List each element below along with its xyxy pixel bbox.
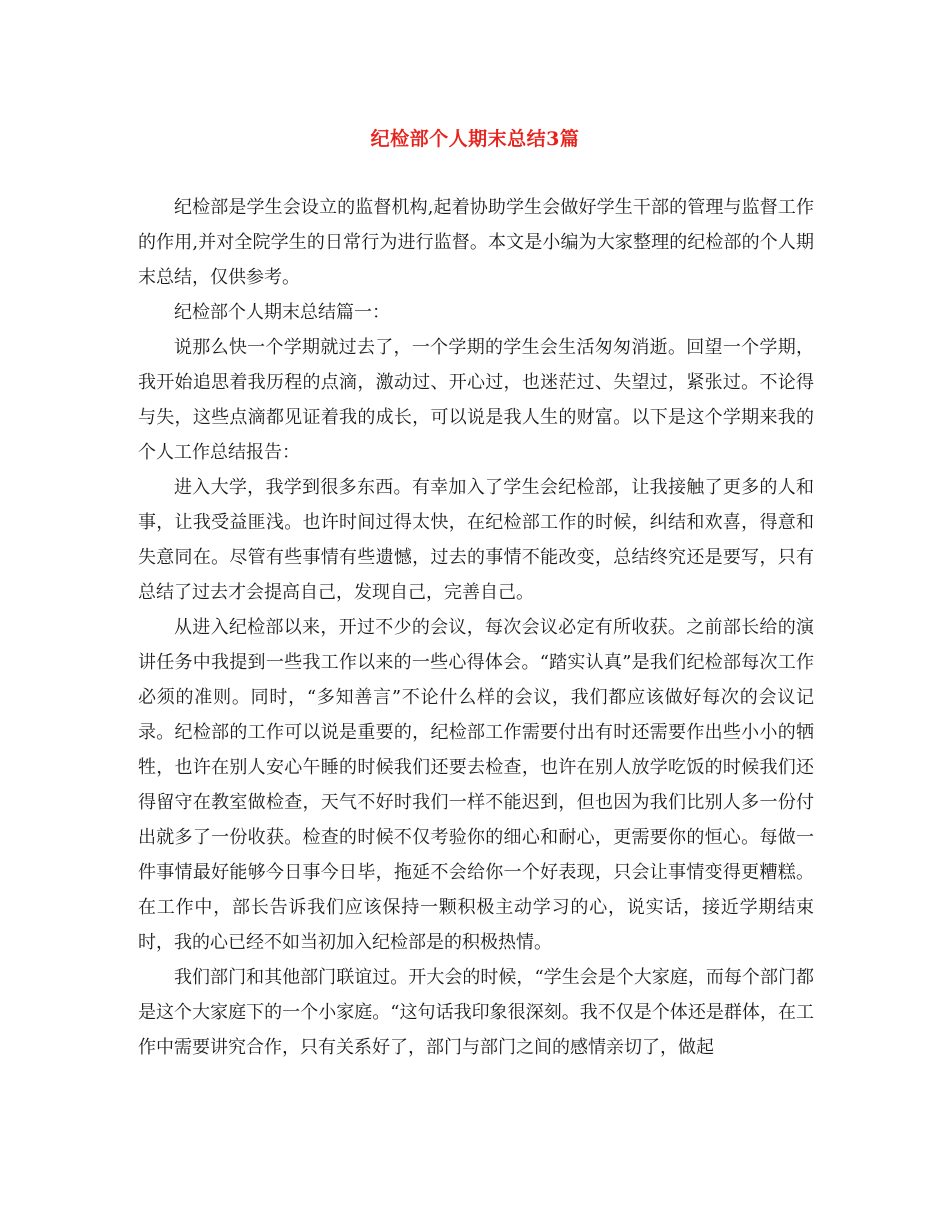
document-title: 纪检部个人期末总结3篇 (370, 128, 580, 150)
document-body (138, 190, 814, 1065)
paragraph-1: 说那么快一个学期就过去了，一个学期的学生会生活匆匆消逝。回望一个学期，我开始追思着我历程的点滴，激动过、开心过，也迷茫过、失望过，紧张过。不论得与失，这些点滴都见证着我的成长，可以说是我人生的财富。以下是这个学期来我的个人工作总结报告： (138, 337, 814, 463)
paragraph-4: 我们部门和其他部门联谊过。开大会的时候，“学生会是个大家庭，而每个部门都是这个大家庭下的一个小家庭。“这句话我印象很深刻。我不仅是个体还是群体，在工作中需要讲究合作，只有关系好了，部门与部门之间的感情亲切了，做起 (138, 967, 814, 1058)
paragraph-2: 进入大学，我学到很多东西。有幸加入了学生会纪检部，让我接触了更多的人和事，让我受益匪浅。也许时间过得太快，在纪检部工作的时候，纠结和欢喜，得意和失意同在。尽管有些事情有些遗憾，过去的事情不能改变，总结终究还是要写，只有总结了过去才会提高自己，发现自己，完善自己。 (138, 477, 814, 603)
paragraph-section-heading: 纪检部个人期末总结篇一： (174, 302, 390, 323)
paragraph-intro: 纪检部是学生会设立的监督机构,起着协助学生会做好学生干部的管理与监督工作的作用,并对全院学生的日常行为进行监督。本文是小编为大家整理的纪检部的个人期末总结，仅供参考。 (138, 197, 814, 288)
paragraph-3: 从进入纪检部以来，开过不少的会议，每次会议必定有所收获。之前部长给的演讲任务中我提到一些我工作以来的一些心得体会。“踏实认真”是我们纪检部每次工作必须的准则。同时，“多知善言”不论什么样的会议，我们都应该做好每次的会议记录。纪检部的工作可以说是重要的，纪检部工作需要付出有时还需要作出些小小的牺牲，也许在别人安心午睡的时候我们还要去检查，也许在别人放学吃饭的时候我们还得留守在教室做检查，天气不好时我们一样不能迟到，但也因为我们比别人多一份付出就多了一份收获。检查的时候不仅考验你的细心和耐心，更需要你的恒心。每做一件事情最好能够今日事今日毕，拖延不会给你一个好表现，只会让事情变得更糟糕。在工作中，部长告诉我们应该保持一颗积极主动学习的心，说实话，接近学期结束时，我的心已经不如当初加入纪检部是的积极热情。 (138, 617, 814, 953)
